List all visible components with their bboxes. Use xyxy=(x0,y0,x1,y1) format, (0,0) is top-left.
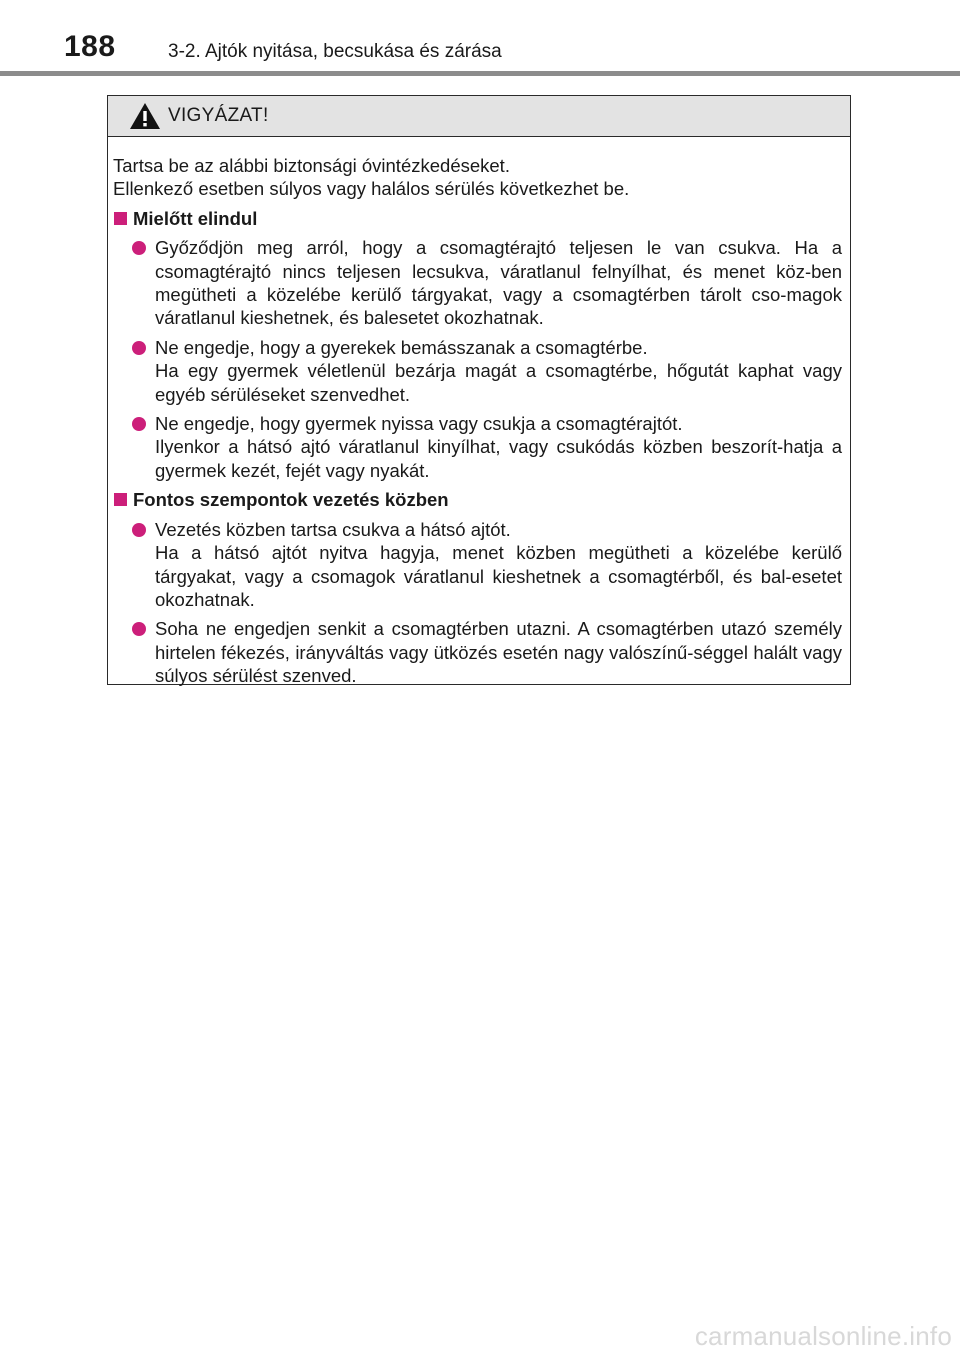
item-text: Ilyenkor a hátsó ajtó váratlanul kinyílhat, vagy csukódás közben beszorít-hatja a gyermek kezét, fejét vagy nyakát. xyxy=(155,436,842,481)
square-bullet-icon xyxy=(114,212,127,225)
section-heading: Fontos szempontok vezetés közben xyxy=(113,488,842,511)
item-text: Ne engedje, hogy a gyerekek bemásszanak a csomagtérbe. xyxy=(155,336,648,358)
section-before-driving xyxy=(113,207,842,482)
warning-intro xyxy=(113,154,842,201)
item-text: Vezetés közben tartsa csukva a hátsó ajtót. xyxy=(155,518,511,540)
warning-body xyxy=(113,154,842,688)
list-item xyxy=(113,518,842,612)
item-text: Soha ne engedjen senkit a csomagtérben utazni. A csomagtérben utazó személy hirtelen fékezés, irányváltás vagy ütközés esetén nagy valószínű-séggel halált vagy súlyos sérülést szenved. xyxy=(155,618,842,687)
list-item xyxy=(113,236,842,330)
circle-bullet-icon xyxy=(132,241,146,255)
warning-header xyxy=(108,96,850,137)
item-text: Ha a hátsó ajtót nyitva hagyja, menet közben megütheti a közelébe kerülő tárgyakat, vagy a csomagok váratlanul kieshetnek a csomagtérből, és bal-esetet okozhatnak. xyxy=(155,542,842,610)
section-while-driving xyxy=(113,488,842,687)
page-number: 188 xyxy=(64,30,116,63)
intro-line: Ellenkező esetben súlyos vagy halálos sérülés következhet be. xyxy=(113,178,630,200)
circle-bullet-icon xyxy=(132,622,146,636)
list-item xyxy=(113,336,842,406)
item-text: Ne engedje, hogy gyermek nyissa vagy csukja a csomagtérajtót. xyxy=(155,413,683,435)
header-rule xyxy=(0,71,960,76)
circle-bullet-icon xyxy=(132,341,146,355)
list-item xyxy=(113,412,842,482)
item-text: Győződjön meg arról, hogy a csomagtérajtó teljesen le van csukva. Ha a csomagtérajtó nincs teljesen lecsukva, váratlanul felnyílhat, és menet köz-ben megütheti a közelébe kerülő tárgyakat, vagy a csomagtérben tárolt cso-magok váratlanul kieshetnek, és balesetet okozhatnak. xyxy=(155,237,842,329)
page-header xyxy=(0,0,960,78)
square-bullet-icon xyxy=(114,493,127,506)
warning-triangle-icon xyxy=(128,101,162,131)
section-title: 3-2. Ajtók nyitása, becsukása és zárása xyxy=(168,41,502,62)
item-text: Ha egy gyermek véletlenül bezárja magát a csomagtérbe, hőgutát kaphat vagy egyéb sérüléseket szenvedhet. xyxy=(155,360,842,405)
intro-line: Tartsa be az alábbi biztonsági óvintézkedéseket. xyxy=(113,155,510,176)
circle-bullet-icon xyxy=(132,417,146,431)
circle-bullet-icon xyxy=(132,523,146,537)
section-heading: Mielőtt elindul xyxy=(113,207,842,230)
list-item xyxy=(113,617,842,687)
watermark: carmanualsonline.info xyxy=(694,1321,952,1351)
warning-title: VIGYÁZAT! xyxy=(168,105,269,126)
warning-box xyxy=(107,95,851,685)
